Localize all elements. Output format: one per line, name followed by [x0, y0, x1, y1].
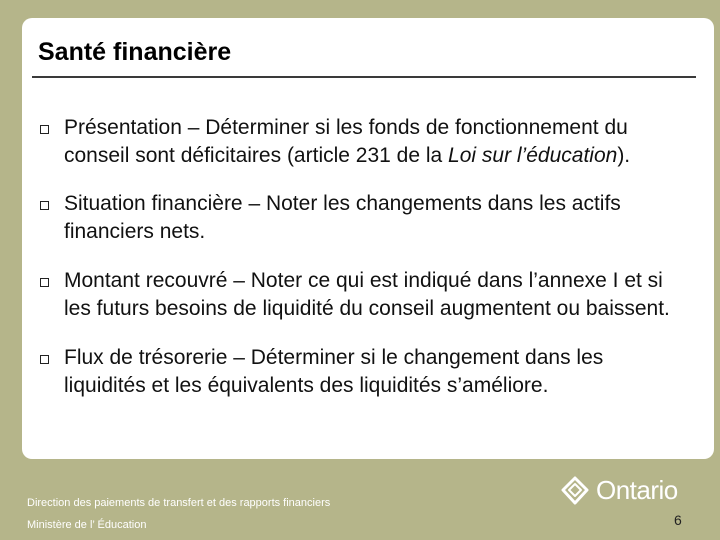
bullet-item — [38, 267, 688, 323]
bullet-italic-text: Loi sur l’éducation — [448, 144, 618, 167]
bullet-text: Présentation – Déterminer si les fonds de fonctionnement du conseil sont déficitaires (article 231 de la — [64, 116, 628, 167]
logo-text: Ontario — [596, 475, 678, 505]
page-number: 6 — [674, 512, 682, 528]
footer-ministry: Ministère de l’ Éducation — [27, 519, 147, 531]
bullet-text: Montant recouvré – Noter ce qui est indiqué dans l’annexe I et si les futurs besoins de liquidité du conseil augmentent ou baissent. — [64, 269, 670, 320]
square-bullet-icon — [40, 125, 49, 134]
title-divider — [32, 76, 696, 78]
slide-title: Santé financière — [38, 38, 232, 66]
ontario-logo — [560, 475, 678, 506]
square-bullet-icon — [40, 278, 49, 287]
footer-department: Direction des paiements de transfert et des rapports financiers — [27, 497, 331, 509]
bullet-item — [38, 190, 688, 246]
square-bullet-icon — [40, 201, 49, 210]
bullet-text: Flux de trésorerie – Déterminer si le changement dans les liquidités et les équivalents des liquidités s’améliore. — [64, 346, 604, 397]
bullet-text: Situation financière – Noter les changements dans les actifs financiers nets. — [64, 192, 621, 243]
bullet-list — [38, 114, 688, 420]
bullet-item — [38, 114, 688, 170]
bullet-item — [38, 344, 688, 400]
square-bullet-icon — [40, 355, 49, 364]
trillium-icon — [560, 476, 590, 506]
bullet-text-end: ). — [617, 144, 631, 167]
